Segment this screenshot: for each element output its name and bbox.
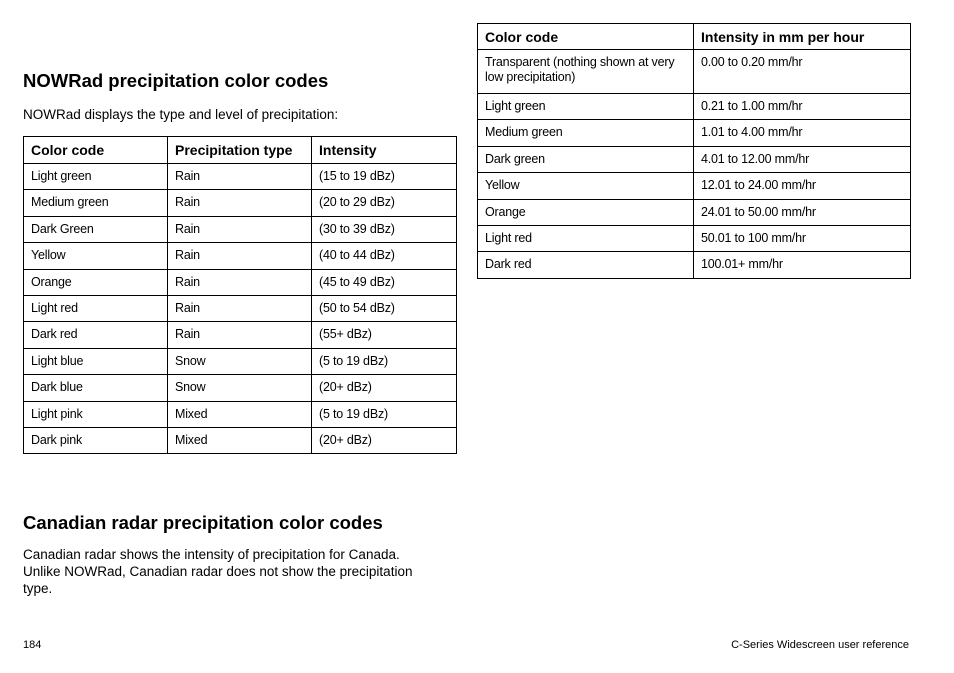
table-row	[24, 164, 457, 190]
table-header-row	[478, 24, 911, 50]
canadian-intensity-table	[477, 23, 911, 279]
precipitation-type-cell: Rain	[168, 164, 312, 190]
table-header-row	[24, 137, 457, 164]
color-code-cell: Dark red	[478, 252, 694, 278]
precipitation-type-cell: Rain	[168, 243, 312, 269]
intensity-cell: (40 to 44 dBz)	[312, 243, 457, 269]
table-row	[478, 50, 911, 94]
nowrad-color-table	[23, 136, 457, 454]
intensity-cell: (5 to 19 dBz)	[312, 401, 457, 427]
intensity-cell: (30 to 39 dBz)	[312, 216, 457, 242]
column-header: Intensity	[312, 137, 457, 164]
precipitation-type-cell: Snow	[168, 348, 312, 374]
column-header: Color code	[24, 137, 168, 164]
table-row	[24, 243, 457, 269]
color-code-cell: Orange	[478, 199, 694, 225]
nowrad-heading: NOWRad precipitation color codes	[23, 70, 329, 91]
table-row	[478, 94, 911, 120]
intensity-cell: 4.01 to 12.00 mm/hr	[694, 146, 911, 172]
table-row	[478, 252, 911, 278]
precipitation-type-cell: Snow	[168, 375, 312, 401]
canadian-intro-line: Canadian radar shows the intensity of precipitation for Canada.	[23, 547, 400, 562]
intensity-cell: (20+ dBz)	[312, 375, 457, 401]
canadian-intro-line: type.	[23, 581, 53, 596]
table-row	[478, 173, 911, 199]
table-row	[478, 146, 911, 172]
intensity-cell: 100.01+ mm/hr	[694, 252, 911, 278]
table-row	[478, 225, 911, 251]
table-row	[24, 216, 457, 242]
canadian-intro	[23, 546, 412, 597]
table-row	[24, 295, 457, 321]
precipitation-type-cell: Rain	[168, 269, 312, 295]
color-code-cell: Dark red	[24, 322, 168, 348]
column-header: Intensity in mm per hour	[694, 24, 911, 50]
column-header: Precipitation type	[168, 137, 312, 164]
color-code-cell: Light blue	[24, 348, 168, 374]
intensity-cell: 1.01 to 4.00 mm/hr	[694, 120, 911, 146]
table-row	[24, 190, 457, 216]
precipitation-type-cell: Mixed	[168, 427, 312, 453]
intensity-cell: (20 to 29 dBz)	[312, 190, 457, 216]
color-code-cell: Medium green	[478, 120, 694, 146]
table-row	[24, 269, 457, 295]
intensity-cell: (15 to 19 dBz)	[312, 164, 457, 190]
intensity-cell: (45 to 49 dBz)	[312, 269, 457, 295]
intensity-cell: (5 to 19 dBz)	[312, 348, 457, 374]
canadian-heading: Canadian radar precipitation color codes	[23, 512, 383, 533]
precipitation-type-cell: Rain	[168, 216, 312, 242]
intensity-cell: (20+ dBz)	[312, 427, 457, 453]
color-code-cell: Light green	[24, 164, 168, 190]
table-row	[478, 199, 911, 225]
color-code-cell: Medium green	[24, 190, 168, 216]
intensity-cell: 0.00 to 0.20 mm/hr	[694, 50, 911, 94]
table-row	[24, 401, 457, 427]
precipitation-type-cell: Mixed	[168, 401, 312, 427]
intensity-cell: (50 to 54 dBz)	[312, 295, 457, 321]
table-row	[24, 427, 457, 453]
column-header: Color code	[478, 24, 694, 50]
color-code-cell: Light red	[478, 225, 694, 251]
nowrad-intro: NOWRad displays the type and level of precipitation:	[23, 107, 339, 122]
color-code-cell: Yellow	[24, 243, 168, 269]
intensity-cell: 50.01 to 100 mm/hr	[694, 225, 911, 251]
precipitation-type-cell: Rain	[168, 295, 312, 321]
precipitation-type-cell: Rain	[168, 322, 312, 348]
color-code-cell: Dark pink	[24, 427, 168, 453]
color-code-cell: Dark blue	[24, 375, 168, 401]
table-row	[24, 348, 457, 374]
page-number: 184	[23, 639, 42, 651]
table-row	[478, 120, 911, 146]
color-code-cell: Orange	[24, 269, 168, 295]
color-code-cell: Dark Green	[24, 216, 168, 242]
color-code-cell: Light pink	[24, 401, 168, 427]
precipitation-type-cell: Rain	[168, 190, 312, 216]
intensity-cell: 24.01 to 50.00 mm/hr	[694, 199, 911, 225]
intensity-cell: 12.01 to 24.00 mm/hr	[694, 173, 911, 199]
color-code-cell: Transparent (nothing shown at very low precipitation)	[478, 50, 694, 94]
intensity-cell: (55+ dBz)	[312, 322, 457, 348]
table-row	[24, 375, 457, 401]
color-code-cell: Dark green	[478, 146, 694, 172]
document-title: C-Series Widescreen user reference	[731, 639, 909, 651]
color-code-cell: Light red	[24, 295, 168, 321]
table-row	[24, 322, 457, 348]
color-code-cell: Yellow	[478, 173, 694, 199]
canadian-intro-line: Unlike NOWRad, Canadian radar does not show the precipitation	[23, 564, 413, 579]
intensity-cell: 0.21 to 1.00 mm/hr	[694, 94, 911, 120]
color-code-cell: Light green	[478, 94, 694, 120]
